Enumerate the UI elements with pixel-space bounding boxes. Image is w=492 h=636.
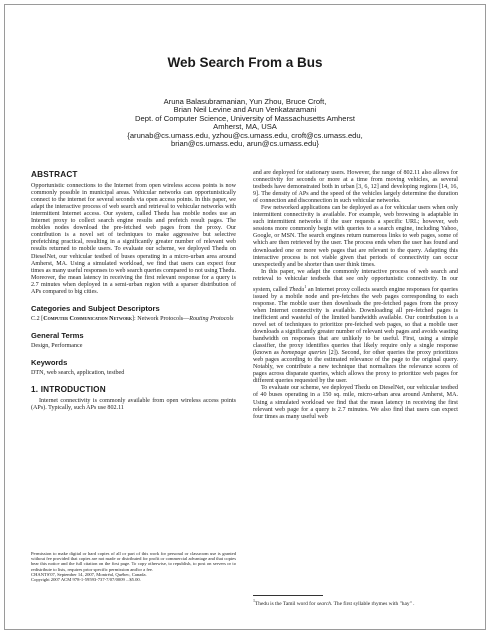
- categories-heading: Categories and Subject Descriptors: [31, 303, 160, 313]
- author-names-line-2: Brian Neil Levine and Arun Venkataramani: [173, 105, 317, 115]
- right-paragraph-3: [253, 269, 458, 386]
- permission-text: Permission to make digital or hard copies of all or part of this work for personal or classroom use is granted without fee provided that copies are not made or distributed for profit or commercial advantage and that copies bear this notice and the full citation on the first page. To copy otherwise, to republish, to post on servers or to redistribute to lists, requires prior specific permission and/or a fee.: [31, 551, 236, 572]
- footnote-marker: 1: [304, 283, 307, 289]
- introduction-text: Internet connectivity is commonly available from open wireless access points (APs). Typically, such APs use 802.11: [31, 398, 236, 412]
- p3-thedu: Thedu: [289, 286, 305, 293]
- keywords-text: DTN, web search, application, testbed: [31, 370, 125, 377]
- footnote-part-a: Thedu is the Tamil word for: [255, 600, 317, 607]
- author-block: [5, 98, 485, 148]
- categories-text: [31, 316, 236, 323]
- conference-line: CHANTS'07, September 14, 2007, Montréal, Québec, Canada.: [31, 571, 147, 577]
- p3-part-a: In this paper, we adapt the commonly interactive process of web search and retrieval to vehicular testbeds that see only opportunistic connectivity. In our system, called: [253, 268, 458, 293]
- categories-bold: Computer Communication Network: [43, 315, 133, 322]
- footnote-number: 1: [253, 598, 255, 603]
- location: Amherst, MA, USA: [213, 122, 277, 132]
- right-paragraph-2: Few networked applications can be deployed as a for vehicular users when only intermittent connectivity is available. For example, web browsing is adaptable in such intermittent networks if the user requests a specific URL; however, web sessions more commonly begin with queries to a search engine, including Yahoo, Google, or MSN. The search engines return numerous links to web pages, some of which are then retrieved by the user. The process ends when the user has found and downloaded one or more web pages that are relevant to the query. Adapting this interactive process is not viable given that periods of connectivity can occur unexpectedly and be shorter than user think times.: [253, 205, 458, 268]
- keywords-heading: Keywords: [31, 357, 68, 367]
- footnote-rule: [253, 595, 323, 596]
- p3-part-c: [2]). Second, for other queries the proxy prioritizes web pages according to the estimated relevance of the page to the original query. Notably, we contribute a new technique that normalizes the relevance scores of pages across disparate queries, which allows the proxy to prioritize web pages for different queries requested by the user.: [253, 350, 458, 385]
- right-column: [253, 170, 458, 421]
- author-emails-line-1: {arunab@cs.umass.edu, yzhou@cs.umass.edu, croft@cs.umass.edu,: [127, 130, 363, 140]
- right-paragraph-4: To evaluate our scheme, we deployed Thedu on DieselNet, our vehicular testbed of 40 buses operating in a 150 sq. mile, micro-urban area around Amherst, MA. Using a simulated workload we find that the mean latency in receiving the first relevant web page for a query is 2.7 minutes. We also find that users can expect four times as many useful web: [253, 385, 458, 420]
- categories-code: C.2 [: [31, 315, 44, 322]
- copyright-line: Copyright 2007 ACM 978-1-59593-737-7/07/0009 ...$5.00.: [31, 577, 141, 583]
- permission-notice: [31, 551, 236, 582]
- paper-page: [4, 4, 486, 630]
- introduction-heading: 1. INTRODUCTION: [31, 385, 106, 395]
- abstract-heading: ABSTRACT: [31, 170, 78, 179]
- footnote-italic: search: [316, 600, 331, 607]
- categories-rest: ]: Network Protocols—: [132, 315, 190, 322]
- footnote: [253, 598, 458, 607]
- categories-italic: Routing Protocols: [189, 315, 234, 322]
- p3-part-b: an Internet proxy collects search engine responses for queries issued by a mobile node and pre-fetches the web pages corresponding to each response. The mobile user then downloads the pre-fetched pages from the proxy when Internet connectivity is available. Downloading all pre-fetched pages is inefficient and wasteful of the limited bandwidth available. Our contribution is a novel set of techniques to prioritize pre-fetched web pages, so that a mobile user downloads a significantly greater number of relevant web pages and avoids wasting bandwidth on responses that are unlikely to be useful. First, using a simple classifier, the proxy identifies queries that likely require only a single response (known as: [253, 286, 458, 357]
- author-names-line-1: Aruna Balasubramanian, Yun Zhou, Bruce Croft,: [163, 97, 327, 106]
- author-emails-line-2: brian@cs.umass.edu, arun@cs.umass.edu}: [171, 139, 319, 149]
- affiliation: Dept. of Computer Science, University of Massachusetts Amherst: [135, 113, 355, 123]
- paper-title: Web Search From a Bus: [167, 55, 323, 70]
- footnote-part-b: . The first syllable rhymes with "hay" .: [330, 600, 415, 607]
- p3-italic: homepage queries: [281, 350, 327, 357]
- general-terms-text: Design, Performance: [31, 342, 83, 349]
- left-column: [31, 170, 236, 412]
- right-paragraph-1: and are deployed for stationary users. However, the range of 802.11 also allows for connectivity for seconds or more at a time from moving vehicles, as several testbeds have demonstrated both in urban [3, 6, 12] and developing regions [14, 16, 9]. The density of APs and the speed of the vehicles largely determine the duration of connection and disconnection in such vehicular networks.: [253, 170, 458, 205]
- abstract-text: Opportunistic connections to the Internet from open wireless access points is now commonly possible in municipal areas. Vehicular networks can opportunistically connect to the internet for several seconds via open access points. In this paper, we adapt the interactive process of web search and retrieval to vehicular networks with intermittent Internet access. Our system, called Thedu has mobile nodes use an Internet proxy to collect search engine results and prefetch result pages. The mobiles nodes download the pre-fetched web pages from the proxy. Our contribution is a novel set of techniques to make aggressive but selective prefetching practical, resulting in a significantly greater number of relevant web results returned to mobile users. To evaluate our scheme, we deployed Thedu on DieselNet, our vehicular testbed of buses operating in a micro-urban area around Amherst, MA. Using a simulated workload, we find that users can expect four times as many useful responses to web search queries compared to not using Thedu. Moreover, the mean latency in receiving the first relevant response for a query is 2.7 minutes when deployed in a semi-urban region with a sparser distribution of APs compared to big cities.: [31, 183, 236, 295]
- general-terms-heading: General Terms: [31, 330, 84, 340]
